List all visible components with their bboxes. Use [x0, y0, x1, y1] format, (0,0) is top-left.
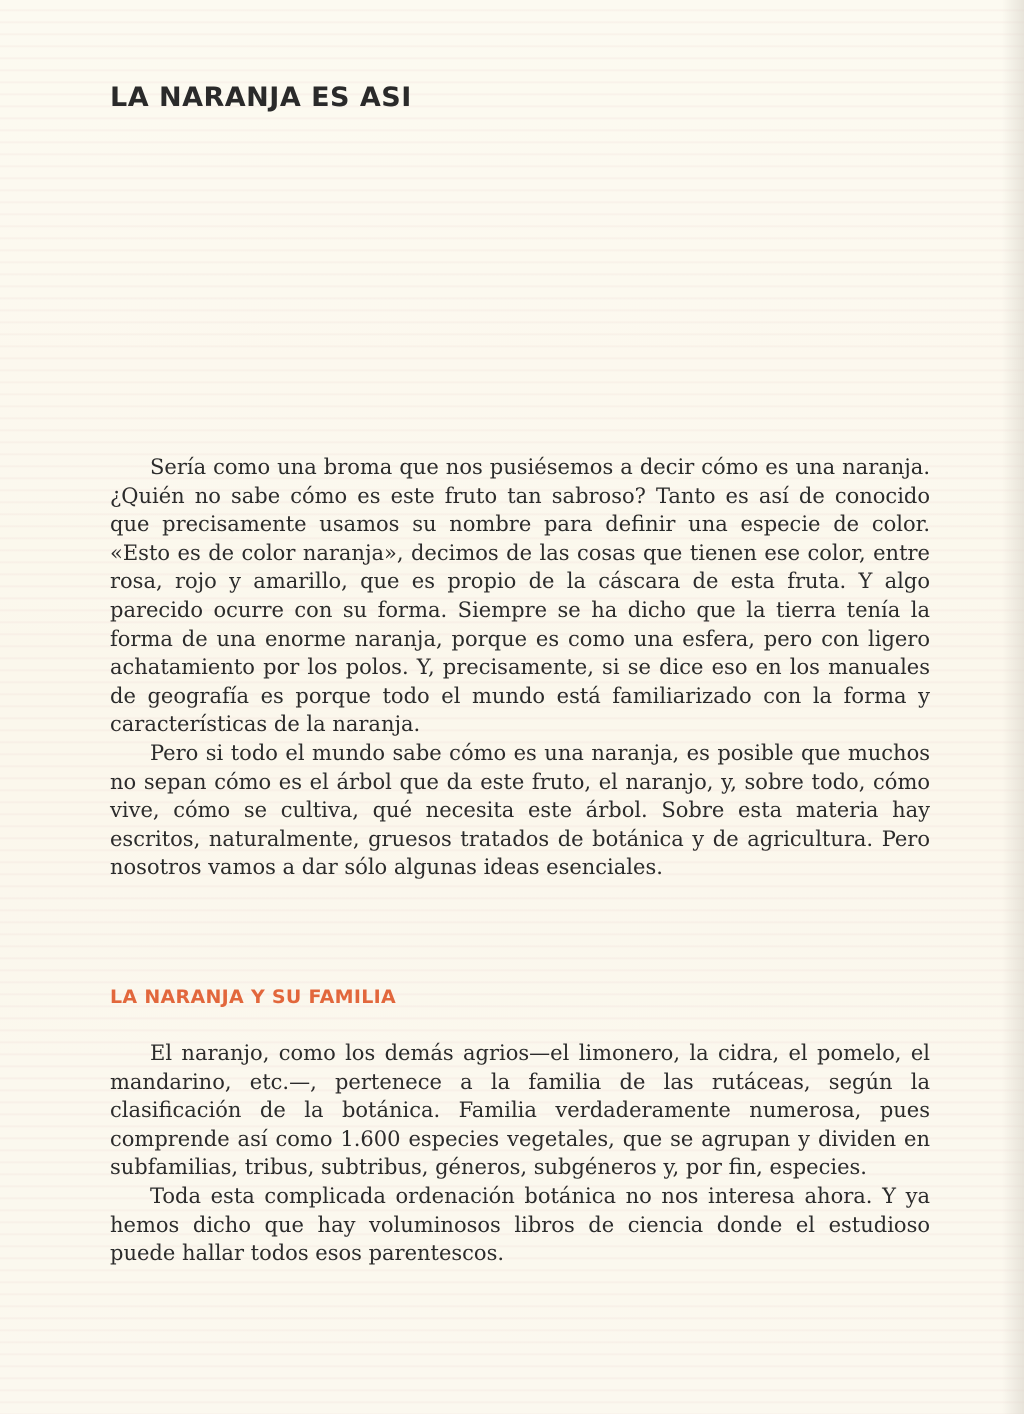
- intro-text: [110, 453, 930, 882]
- intro-paragraph-1: Sería como una broma que nos pusiésemos a decir cómo es una naranja. ¿Quién no sabe cómo es este fruto tan sabroso? Tanto es así de conocido que precisamente usamos su nombre para definir una especie de color. «Esto es de color naranja», decimos de las cosas que tienen ese color, entre rosa, rojo y amarillo, que es propio de la cáscara de esta fruta. Y algo parecido ocurre con su forma. Siempre se ha dicho que la tierra tenía la forma de una enorme naranja, porque es como una esfera, pero con ligero achatamiento por los polos. Y, precisamente, si se dice eso en los manuales de geografía es porque todo el mundo está familiarizado con la forma y características de la naranja.: [110, 455, 930, 737]
- intro-paragraph-2: Pero si todo el mundo sabe cómo es una naranja, es posible que muchos no sepan cómo es el árbol que da este fruto, el naranjo, y, sobre todo, cómo vive, cómo se cultiva, qué necesita este árbol. Sobre esta materia hay escritos, naturalmente, gruesos tratados de botánica y de agricultura. Pero nosotros vamos a dar sólo algunas ideas esenciales.: [110, 740, 930, 880]
- section-paragraph-2: Toda esta complicada ordenación botánica no nos interesa ahora. Y ya hemos dicho que hay voluminosos libros de ciencia donde el estudioso puede hallar todos esos parentescos.: [110, 1183, 930, 1266]
- chapter-title: LA NARANJA ES ASI: [110, 82, 412, 113]
- section-text: [110, 1039, 930, 1268]
- section-paragraph-1: El naranjo, como los demás agrios—el limonero, la cidra, el pomelo, el mandarino, etc.—, pertenece a la familia de las rutáceas, según la clasificación de la botánica. Familia verdaderamente numerosa, pues comprende así como 1.600 especies vegetales, que se agrupan y dividen en subfamilias, tribus, subtribus, géneros, subgéneros y, por fin, especies.: [110, 1041, 930, 1180]
- section-title: LA NARANJA Y SU FAMILIA: [110, 986, 397, 1008]
- page-edge-shadow: [1002, 0, 1024, 1414]
